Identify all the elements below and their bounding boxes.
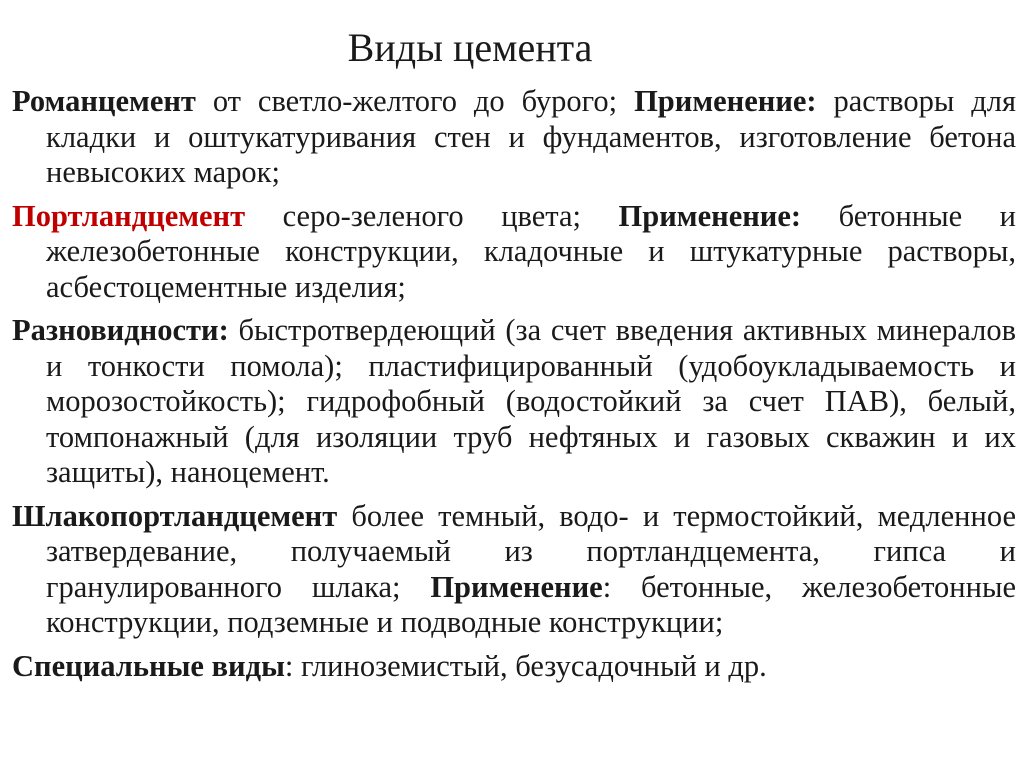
paragraph-romancement xyxy=(12,84,1016,191)
label-application-portlandcement: Применение: xyxy=(618,198,802,233)
desc-slag-portlandcement: более темный, водо- и термостойкий, медленное затвердевание, получаемый из портландцемента, гипса и гранулированного шлака; xyxy=(46,498,1016,604)
term-special-types: Специальные виды xyxy=(12,648,285,683)
paragraph-special-types xyxy=(12,649,1016,685)
desc-portlandcement: серо-зеленого цвета; xyxy=(245,198,619,233)
term-varieties: Разновидности: xyxy=(12,313,229,347)
paragraph-varieties xyxy=(12,313,1016,491)
application-portlandcement: бетонные и железобетонные конструкции, кладочные и штукатурные растворы, асбестоцементные изделия; xyxy=(46,198,1016,304)
paragraph-portlandcement xyxy=(12,199,1016,306)
desc-romancement: от светло-желтого до бурого; xyxy=(195,84,635,118)
paragraph-slag-portlandcement xyxy=(12,499,1016,641)
label-application-slag: Применение xyxy=(430,569,603,604)
term-portlandcement: Портландцемент xyxy=(12,198,246,233)
desc-special-types: : глиноземистый, безусадочный и др. xyxy=(284,648,767,683)
term-slag-portlandcement: Шлакопортландцемент xyxy=(12,498,338,533)
application-romancement: растворы для кладки и оштукатуривания стен и фундаментов, изготовление бетона невысоких марок; xyxy=(46,84,1017,189)
application-slag: : бетонные, железобетонные конструкции, подземные и подводные конструкции; xyxy=(46,569,1016,639)
term-romancement: Романцемент xyxy=(12,84,196,118)
desc-varieties: быстротвердеющий (за счет введения активных минералов и тонкости помола); пластифицированный (удобоукладываемость и морозостойкость); гидрофобный (водостойкий за счет ПАВ), белый, томпонажный (для изоляции труб нефтяных и газовых скважин и их защиты), наноцемент. xyxy=(46,313,1016,489)
content-body xyxy=(12,84,1016,684)
label-application-romancement: Применение: xyxy=(634,84,817,118)
slide-title: Виды цемента xyxy=(347,25,593,70)
